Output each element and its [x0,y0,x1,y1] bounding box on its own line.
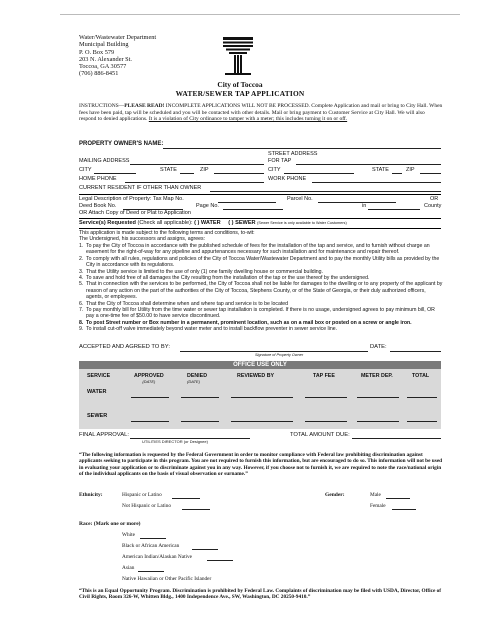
owner-name-label: PROPERTY OWNER'S NAME: [79,141,164,147]
col-total: TOTAL [412,373,430,379]
term-item: 8. To post Street number or Box number in a permanent, prominent location, such as on a mail box or posted on a screw or angle iron. [79,319,412,326]
term-item: 4. To save and hold free of all damages the City resulting from the installation of the tap or the use thereof by the undersigned. [79,275,370,282]
water-total-field[interactable] [407,397,437,398]
water-tapfee-field[interactable] [305,397,347,398]
deed-book-label: Deed Book No. [79,203,117,209]
city-label-2: CITY [268,167,281,173]
date-label: DATE: [370,344,387,350]
in-label: in [362,203,367,209]
female-option[interactable]: Female [370,503,386,509]
home-phone-label: HOME PHONE [79,176,117,182]
signature-field[interactable] [180,351,368,352]
page-no-label: Page No. [196,203,219,209]
race-option-native[interactable]: American Indian/Alaskan Native [122,554,193,560]
state-label-1: STATE [160,167,177,173]
city-zip: Toccoa, GA 30577 [79,63,127,71]
term-item: 7. To pay monthly bill for Utility from the time water or sewer tap installation is completed. If there is no usage, undersigned agrees to pay minimum bill, OR pay a one-time fee of $50.00 to have service discontinued. [79,307,435,320]
form-title: WATER/SEWER TAP APPLICATION [175,89,305,98]
not-hispanic-option[interactable]: Not Hispanic or Latino [122,503,171,509]
water-checkbox[interactable]: ( ) WATER [194,220,221,226]
terms-intro-2: The Undersigned, his successors and assigns, agrees: [79,236,206,242]
state-label-2: STATE [372,167,389,173]
street-address-label: STREET ADDRESS [268,151,318,157]
water-reviewed-field[interactable] [231,397,293,398]
term-item: 9. To install cut-off valve immediately beyond water meter and to install backflow preventer in sewer service line. [79,326,338,333]
office-use-header: OFFICE USE ONLY [79,361,441,369]
signature-caption: Signature of Property Owner [255,353,304,357]
col-approved: APPROVED (DATE) [134,373,164,384]
department: Water/Wastewater Department [79,34,157,41]
hispanic-option[interactable]: Hispanic or Latino [122,492,162,498]
terms-intro-1: This application is made subject to the following terms and conditions, to-wit: [79,230,255,236]
phone: (706) 886-8451 [79,70,119,78]
race-option-white[interactable]: White [122,532,135,538]
city-field-2[interactable] [284,173,354,174]
top-rule [60,14,460,15]
final-approval-label: FINAL APPROVAL: [79,432,129,438]
not-hispanic-line[interactable] [182,509,210,510]
terms-list [79,243,443,333]
sewer-reviewed-field[interactable] [231,421,293,422]
water-denied-field[interactable] [181,397,219,398]
male-line[interactable] [386,498,410,499]
col-service: SERVICE [87,373,111,379]
building: Municipal Building [79,41,129,49]
page-no-field[interactable] [223,209,283,210]
eeo-statement: “This is an Equal Opportunity Program. Discrimination is prohibited by Federal Law. Complaints of discrimination may be filed with USDA, Director, Office of Civil Rights, Room 326-W, Whitten Bldg., 1400 Independence Ave., SW, Washington, DC 20250-9410.” [79,588,442,601]
term-item: 1. To pay the City of Toccoa in accordance with the published schedule of fees for the installation of the tap and service, and to furnish without charge an easement for the right-of-way for any pipeline and appurtenances necessary for such installation and for maintenance and repair thereof. [79,243,430,256]
term-item: 5. That in connection with the services to be performed, the City of Toccoa shall not be liable for damages to the dwelling or to any property of the applicant by reason of any action on the part of the authorities of the City of Toccoa, Stephens County, or of the State of Georgia, or their duly authorized officers, agents, or employees. [79,281,443,301]
race-option-pacific[interactable]: Native Hawaiian or Other Pacific Islander [122,576,212,582]
city-label-1: CITY [79,167,92,173]
service-request-row: Service(s) Requested (Check all applicable): ( ) WATER ( ) SEWER (Sewer Service is only available to Water Customers) [79,220,347,226]
zip-field-1[interactable] [214,173,264,174]
city-logo [223,37,253,75]
tax-map-field[interactable] [218,202,276,203]
legal-description-label: Legal Description of Property: Tax Map No. [79,196,184,202]
divider-3 [79,228,441,229]
accepted-label: ACCEPTED AND AGREED TO BY: [79,344,170,350]
work-phone-field[interactable] [312,182,441,183]
or-label: OR [430,196,439,202]
race-line-native[interactable] [207,560,233,561]
term-item: 2. To comply with all rules, regulations and policies of the City of Toccoa Water/Wastewater Department and to pay the monthly Utility bills as provided by the City in accordance with its regulations. [79,255,440,269]
race-option-black[interactable]: Black or African American [122,543,180,549]
total-due-label: TOTAL AMOUNT DUE: [290,432,350,438]
sewer-tapfee-field[interactable] [305,421,347,422]
attach-deed-label: OR Attach Copy of Deed or Plat to Application [79,210,191,216]
director-caption: UTILITIES DIRECTOR (or Designee) [142,439,208,444]
race-line-white[interactable] [140,538,166,539]
mailing-address-label: MAILING ADDRESS [79,158,130,164]
resident-label: CURRENT RESIDENT IF OTHER THAN OWNER [79,185,202,191]
ethnicity-label: Ethnicity: [79,492,103,498]
race-option-asian[interactable]: Asian [122,565,135,571]
row-sewer: SEWER [87,413,108,419]
owner-name-field[interactable] [163,148,441,149]
water-approved-field[interactable] [131,397,169,398]
divider-1 [79,194,441,195]
city-name: City of Toccoa [217,80,263,89]
mailing-address-field[interactable] [130,164,264,165]
home-phone-field[interactable] [125,182,264,183]
tap-address-field[interactable] [296,164,441,165]
row-water: WATER [87,389,107,395]
term-item: 3. That the Utility service is limited to the use of only (1) one family dwelling house or commercial building. [79,268,323,275]
sewer-total-field[interactable] [407,421,437,422]
race-line-asian[interactable] [138,571,164,572]
col-tap-fee: TAP FEE [313,373,335,379]
sewer-denied-field[interactable] [181,421,219,422]
state-field-2[interactable] [392,173,402,174]
divider-2 [79,218,441,219]
col-reviewed: REVIEWED BY [237,373,275,379]
race-line-black[interactable] [192,549,218,550]
resident-field[interactable] [210,191,441,192]
address-block [79,34,156,78]
instructions: INSTRUCTIONS—PLEASE READ! INCOMPLETE APPLICATIONS WILL NOT BE PROCESSED. Complete Application and mail or bring to City Hall. When fees have been paid, tap will be scheduled and you will be contacted with other details. Mail or bring payment to Customer Service at City Hall. We will also respond to denied applications. It is a violation of City ordinance to tamper with a meter; this includes turning it on or off. [79,103,443,123]
state-field-1[interactable] [180,173,194,174]
for-tap-label: FOR TAP [268,158,292,164]
water-meterdep-field[interactable] [357,397,399,398]
city-field-1[interactable] [94,173,136,174]
sewer-meterdep-field[interactable] [357,421,399,422]
date-field[interactable] [390,351,441,352]
sewer-approved-field[interactable] [131,421,169,422]
po-box: P. O. Box 579 [79,48,115,56]
col-meter-dep: METER DEP. [361,373,393,379]
work-phone-label: WORK PHONE [268,176,307,182]
office-use-box [79,369,441,429]
federal-notice: “The following information is requested by the Federal Government in order to monitor compliance with Federal law prohibiting discrimination against applicants seeking to participate in this program. You are not required to furnish this information, but are encouraged to do so. This information will not be used in evaluating your application or to discriminate against you in any way. However, if you choose not to furnish it, we are required to note the race/national origin of the individual applicants on the basis of visual observation or surname.” [79,452,443,478]
county-label: County [424,203,442,209]
zip-label-1: ZIP [200,167,209,173]
street: 203 N. Alexander St. [79,55,132,63]
parcel-label: Parcel No. [287,196,313,202]
gender-label: Gender: [325,492,345,498]
term-item: 6. That the City of Toccoa shall determine when and where tap and service is to be located [79,300,289,307]
zip-field-2[interactable] [420,173,441,174]
total-due-field[interactable] [352,438,441,439]
hispanic-line[interactable] [172,498,200,499]
county-field[interactable] [368,209,420,210]
male-option[interactable]: Male [370,492,381,498]
parcel-field[interactable] [318,202,396,203]
sewer-checkbox[interactable]: ( ) SEWER [228,220,256,226]
female-line[interactable] [392,509,416,510]
race-label: Race: (Mark one or more) [79,521,141,527]
col-denied: DENIED (DATE) [187,373,208,384]
zip-label-2: ZIP [406,167,415,173]
